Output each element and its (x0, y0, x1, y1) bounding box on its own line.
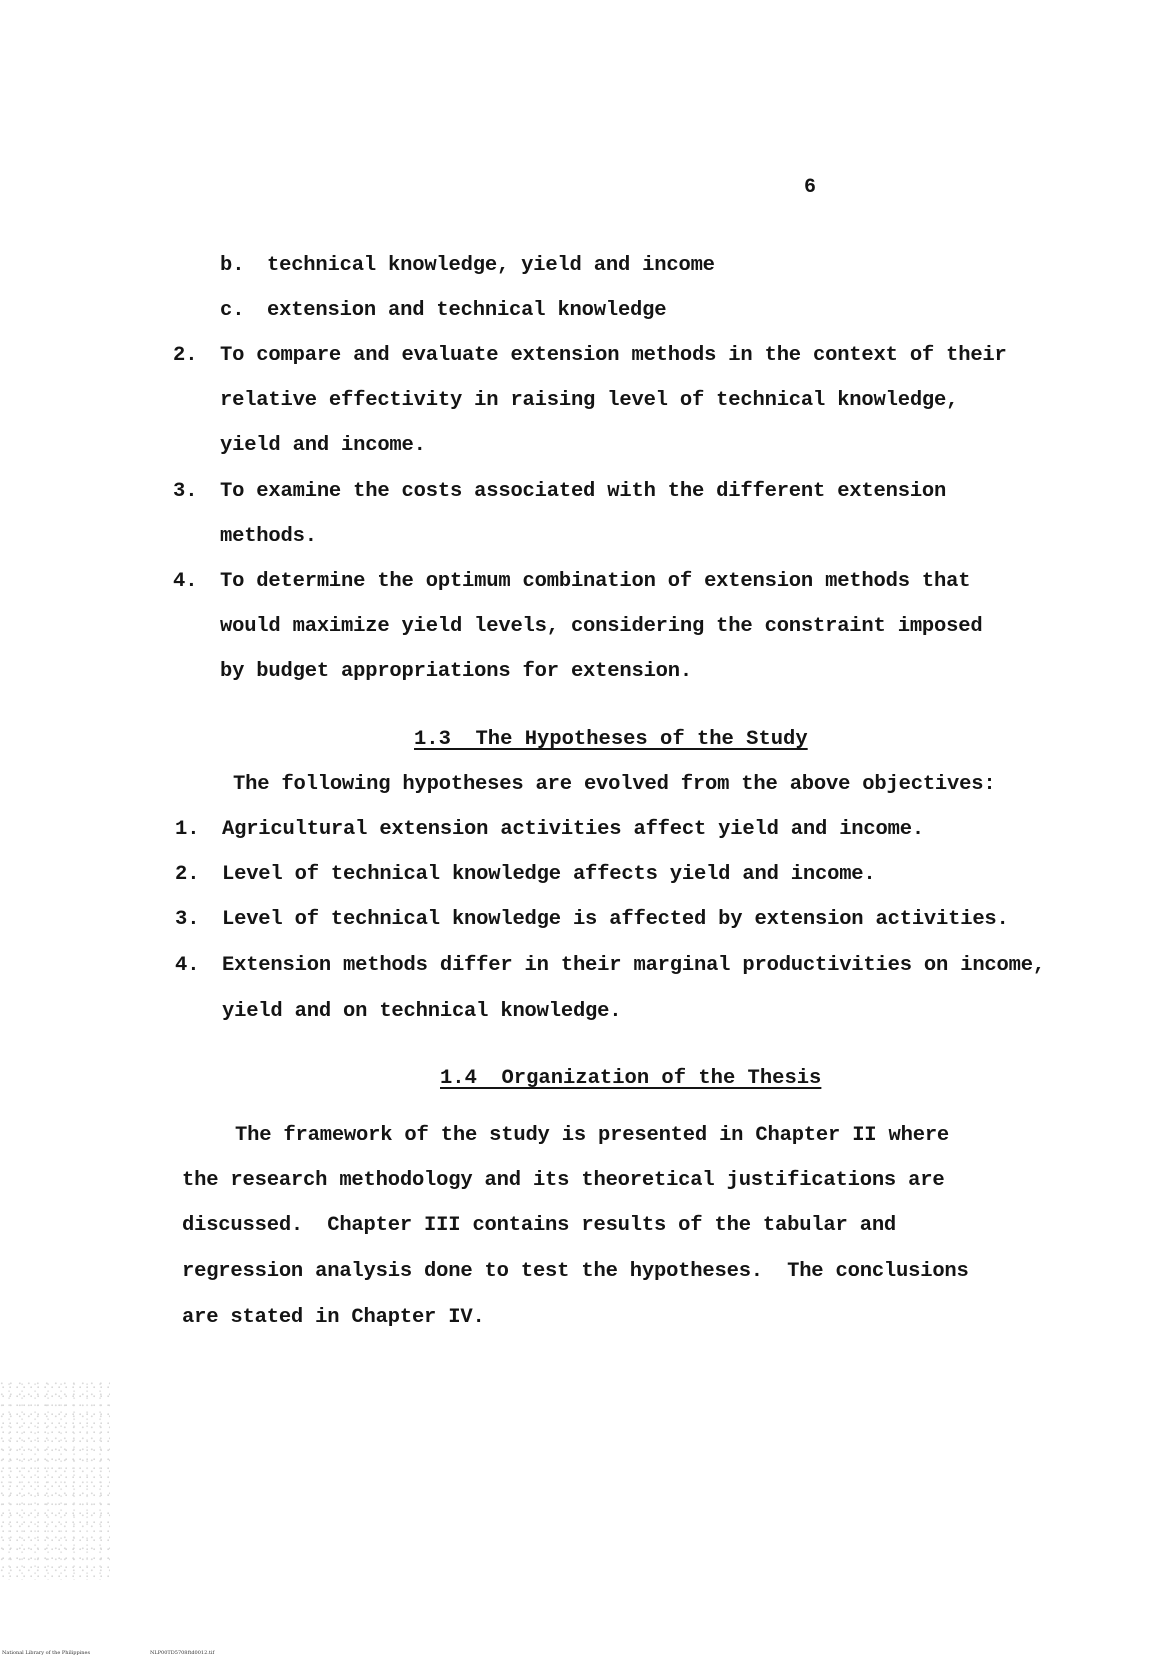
organization-paragraph-line: discussed. Chapter III contains results of the tabular and (182, 1214, 897, 1237)
objective-number: 3. (173, 480, 198, 503)
footer-file: NLP00TD5708ftd0012.tif (150, 1650, 215, 1656)
hypothesis-line: Level of technical knowledge affects yield and income. (222, 863, 876, 886)
objective-line: To determine the optimum combination of extension methods that (220, 570, 971, 593)
objective-line: would maximize yield levels, considering the constraint imposed (220, 615, 983, 638)
organization-paragraph-line: are stated in Chapter IV. (182, 1306, 485, 1329)
subitem-text: technical knowledge, yield and income (267, 254, 715, 277)
hypothesis-line: Extension methods differ in their marginal productivities on income, (222, 954, 1045, 977)
objective-line: by budget appropriations for extension. (220, 660, 692, 683)
objective-line: yield and income. (220, 434, 426, 457)
organization-paragraph-line: the research methodology and its theoretical justifications are (182, 1169, 945, 1192)
hypothesis-number: 2. (175, 863, 200, 886)
hypothesis-number: 3. (175, 908, 200, 931)
objective-number: 2. (173, 344, 198, 367)
organization-paragraph-line: The framework of the study is presented in Chapter II where (235, 1124, 950, 1147)
hypotheses-intro: The following hypotheses are evolved from the above objectives: (233, 773, 996, 796)
objective-line: methods. (220, 525, 317, 548)
section-heading-hypotheses: 1.3 The Hypotheses of the Study (414, 728, 808, 751)
hypothesis-number: 4. (175, 954, 200, 977)
hypothesis-line: Level of technical knowledge is affected by extension activities. (222, 908, 1009, 931)
hypothesis-line: Agricultural extension activities affect yield and income. (222, 818, 924, 841)
hypothesis-number: 1. (175, 818, 200, 841)
subitem-label: c. (220, 299, 245, 322)
objective-line: To examine the costs associated with the different extension (220, 480, 947, 503)
objective-number: 4. (173, 570, 198, 593)
subitem-label: b. (220, 254, 245, 277)
footer-library: National Library of the Philippines (2, 1650, 91, 1656)
page-number: 6 (804, 176, 817, 199)
objective-line: To compare and evaluate extension methods in the context of their (220, 344, 1007, 367)
scan-noise (0, 1380, 110, 1580)
section-heading-organization: 1.4 Organization of the Thesis (440, 1067, 822, 1090)
organization-paragraph-line: regression analysis done to test the hypotheses. The conclusions (182, 1260, 969, 1283)
objective-line: relative effectivity in raising level of technical knowledge, (220, 389, 959, 412)
subitem-text: extension and technical knowledge (267, 299, 667, 322)
hypothesis-line: yield and on technical knowledge. (222, 1000, 622, 1023)
